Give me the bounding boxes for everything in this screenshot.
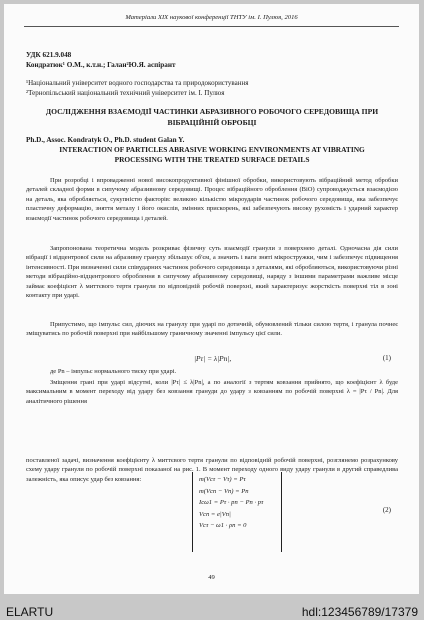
system-line: m(Vcn − Vn) = Pn — [199, 487, 249, 495]
body-paragraph-3: Припустимо, що імпульс сил, діючих на гранулу при ударі по дотичній, обумовлений тільки силою тертя, і гранула почнеє зміщуватись по робочій поверхні при найбільшому граничному значенні імпульсу цієї сили. — [26, 321, 398, 338]
equation-system — [199, 474, 263, 532]
udc-code: УДК 621.9.048 — [26, 51, 72, 59]
body-paragraph-2: Запропонована теоретична модель розкриває фізичну суть взаємодії гранули з поверхнею деталі. Одночасна дія сили вібрації і відцентрової сили на абразивну гранулу збільшує об'єм, а значить і ваги зняті мікростружки, чим і забезпечує підвищення інтенсивності. При визначенні сили співударних частинок робочого середовища з деталями, які обробляються, використовуючи різні методи вібраційно-відцентрового оброблення в сипучому абразивному середовищі, наряду з іншими параметрами важливе місце займає коефіцієнт λ миттєвого тертя гранули по відповідній робочій поверхні, який характеризує жорсткість поверхні тіл в зоні контакту при ударі. — [26, 245, 398, 300]
repository-label: ELARTU — [6, 605, 54, 619]
header-rule — [24, 26, 399, 27]
equation-1-number: (1) — [382, 354, 391, 362]
equation-1: |Pτ| = λ|Pn|, — [194, 354, 232, 363]
affiliation-1: ¹Національний університет водного господарства та природокористування — [26, 79, 249, 87]
body-paragraph-5: Зміщення грані при ударі відсутні, коли |Pτ| ≤ λ|Pn|, а по аналогії з тертям ковзання прийнято, що коефіцієнт λ буде максимальним в момент переходу від удару без ковзання грануди до удару з ковзанням по робочій поверхні λ = |Pτ / Pn|. Для аналітичного рішення — [26, 379, 398, 405]
system-right-bracket — [276, 472, 282, 552]
paper-page — [4, 4, 419, 594]
system-line: Vcn = e|Vn| — [199, 510, 231, 518]
body-paragraph-4: де Pn – імпульс нормального тиску при ударі. — [50, 368, 177, 375]
page-number: 49 — [208, 574, 215, 581]
body-paragraph-1: При розробці і впровадженні нової високопродуктивної фінішної обробки, використовують вібраційний метод обробки деталей складної форми в сипучому абразивному середовищі. Процес вібраційного оброблення (ВіО) супроводжується взаємодією на деталь, яка обробляється, сукупністю факторів: великою кількістю мікроударів частинок робочого середовища, яка забезпечує пластичну деформацію, зняття металу і його окислів, змінних прискорень, які забезпечують високу рухомість і ударний характер взаємодії частинок робочого середовища і деталей. — [26, 177, 398, 222]
authors-english: Ph.D., Assoc. Kondratyk O., Ph.D. student Galan Y. — [26, 136, 185, 144]
system-left-bracket — [192, 472, 198, 552]
authors-ukrainian: Кондратюк¹ О.М., к.т.н.; Галан²Ю.Я. аспірант — [26, 61, 176, 69]
system-line: m(Vcτ − Vτ) = Pτ — [199, 476, 246, 483]
title-english: INTERACTION OF PARTICLES ABRASIVE WORKING ENVIRONMENTS AT VIBRATING PROCESSING WITH THE TREATED SURFACE DETAILS — [59, 145, 365, 164]
running-head: Матеріали XIX наукової конференції ТНТУ ім. І. Пулюя, 2016 — [125, 14, 298, 21]
system-line: Icω1 = Pτ · pn − Pn · pτ — [199, 499, 264, 506]
equation-2-number: (2) — [382, 506, 391, 514]
system-line: Vcτ − ω1 · ρn = 0 — [199, 522, 247, 529]
handle-identifier: hdl:123456789/17379 — [301, 605, 418, 619]
body-paragraph-5-continued: поставленої задачі, визначення коефіцієнту λ миттєвого тертя гранули по відповідній робочій поверхні, розглянемо розрахункову схему удару гранули по робочій поверхні показаної на рис. 1. В момент переходу одного виду удару гранули в другий справедлива залежність, яка описує удар без ковзання: — [26, 457, 398, 483]
affiliation-2: ²Тернопільський національний технічний університет ім. І. Пулюя — [26, 89, 225, 97]
title-ukrainian: ДОСЛІДЖЕННЯ ВЗАЄМОДІЇ ЧАСТИНКИ АБРАЗИВНОГО РОБОЧОГО СЕРЕДОВИЩА ПРИ ВІБРАЦІЙНІЙ ОБРОБЦІ — [45, 107, 379, 127]
